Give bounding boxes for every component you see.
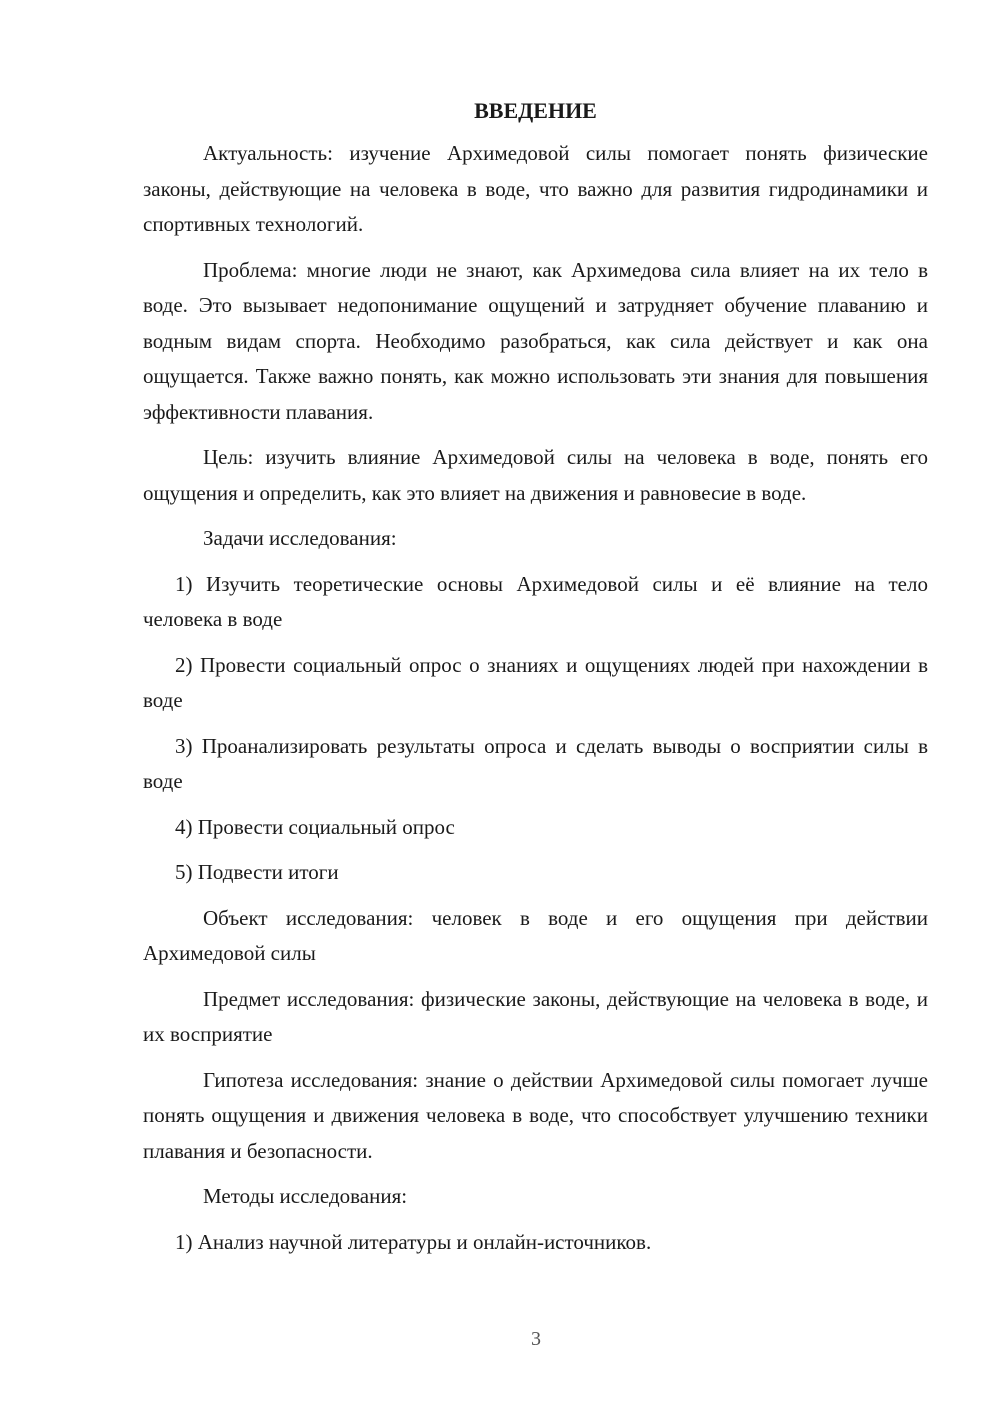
relevance-paragraph: Актуальность: изучение Архимедовой силы помогает понять физические законы, действующие на человека в воде, что важно для развития гидродинамики и спортивных технологий. <box>143 141 928 236</box>
tasks-heading: Задачи исследования: <box>203 526 397 550</box>
subject-paragraph: Предмет исследования: физические законы, действующие на человека в воде, и их восприятие <box>143 986 928 1046</box>
hypothesis-paragraph: Гипотеза исследования: знание о действии Архимедовой силы помогает лучше понять ощущения и движения человека в воде, что способствует улучшению техники плавания и безопасности. <box>143 1067 928 1163</box>
section-title: ВВЕДЕНИЕ <box>474 98 597 123</box>
object-paragraph: Объект исследования: человек в воде и его ощущения при действии Архимедовой силы <box>143 905 928 965</box>
task-item-2: 2) Провести социальный опрос о знаниях и ощущениях людей при нахождении в воде <box>143 652 928 712</box>
method-item-1: 1) Анализ научной литературы и онлайн-источников. <box>175 1229 652 1254</box>
task-item-1: 1) Изучить теоретические основы Архимедовой силы и её влияние на тело человека в воде <box>143 571 928 631</box>
document-body <box>143 96 928 1270</box>
methods-heading: Методы исследования: <box>203 1184 408 1208</box>
task-item-3: 3) Проанализировать результаты опроса и сделать выводы о восприятии силы в воде <box>143 733 928 793</box>
task-item-5: 5) Подвести итоги <box>175 860 339 884</box>
problem-paragraph: Проблема: многие люди не знают, как Архимедова сила влияет на их тело в воде. Это вызывает недопонимание ощущений и затрудняет обучение плаванию и водным видам спорта. Необходимо разобраться, как сила действует и как она ощущается. Также важно понять, как можно использовать эти знания для повышения эффективности плавания. <box>143 257 928 424</box>
task-item-4: 4) Провести социальный опрос <box>175 814 455 839</box>
goal-paragraph: Цель: изучить влияние Архимедовой силы на человека в воде, понять его ощущения и определить, как это влияет на движения и равновесие в воде. <box>143 445 928 505</box>
page-number: 3 <box>531 1328 541 1350</box>
